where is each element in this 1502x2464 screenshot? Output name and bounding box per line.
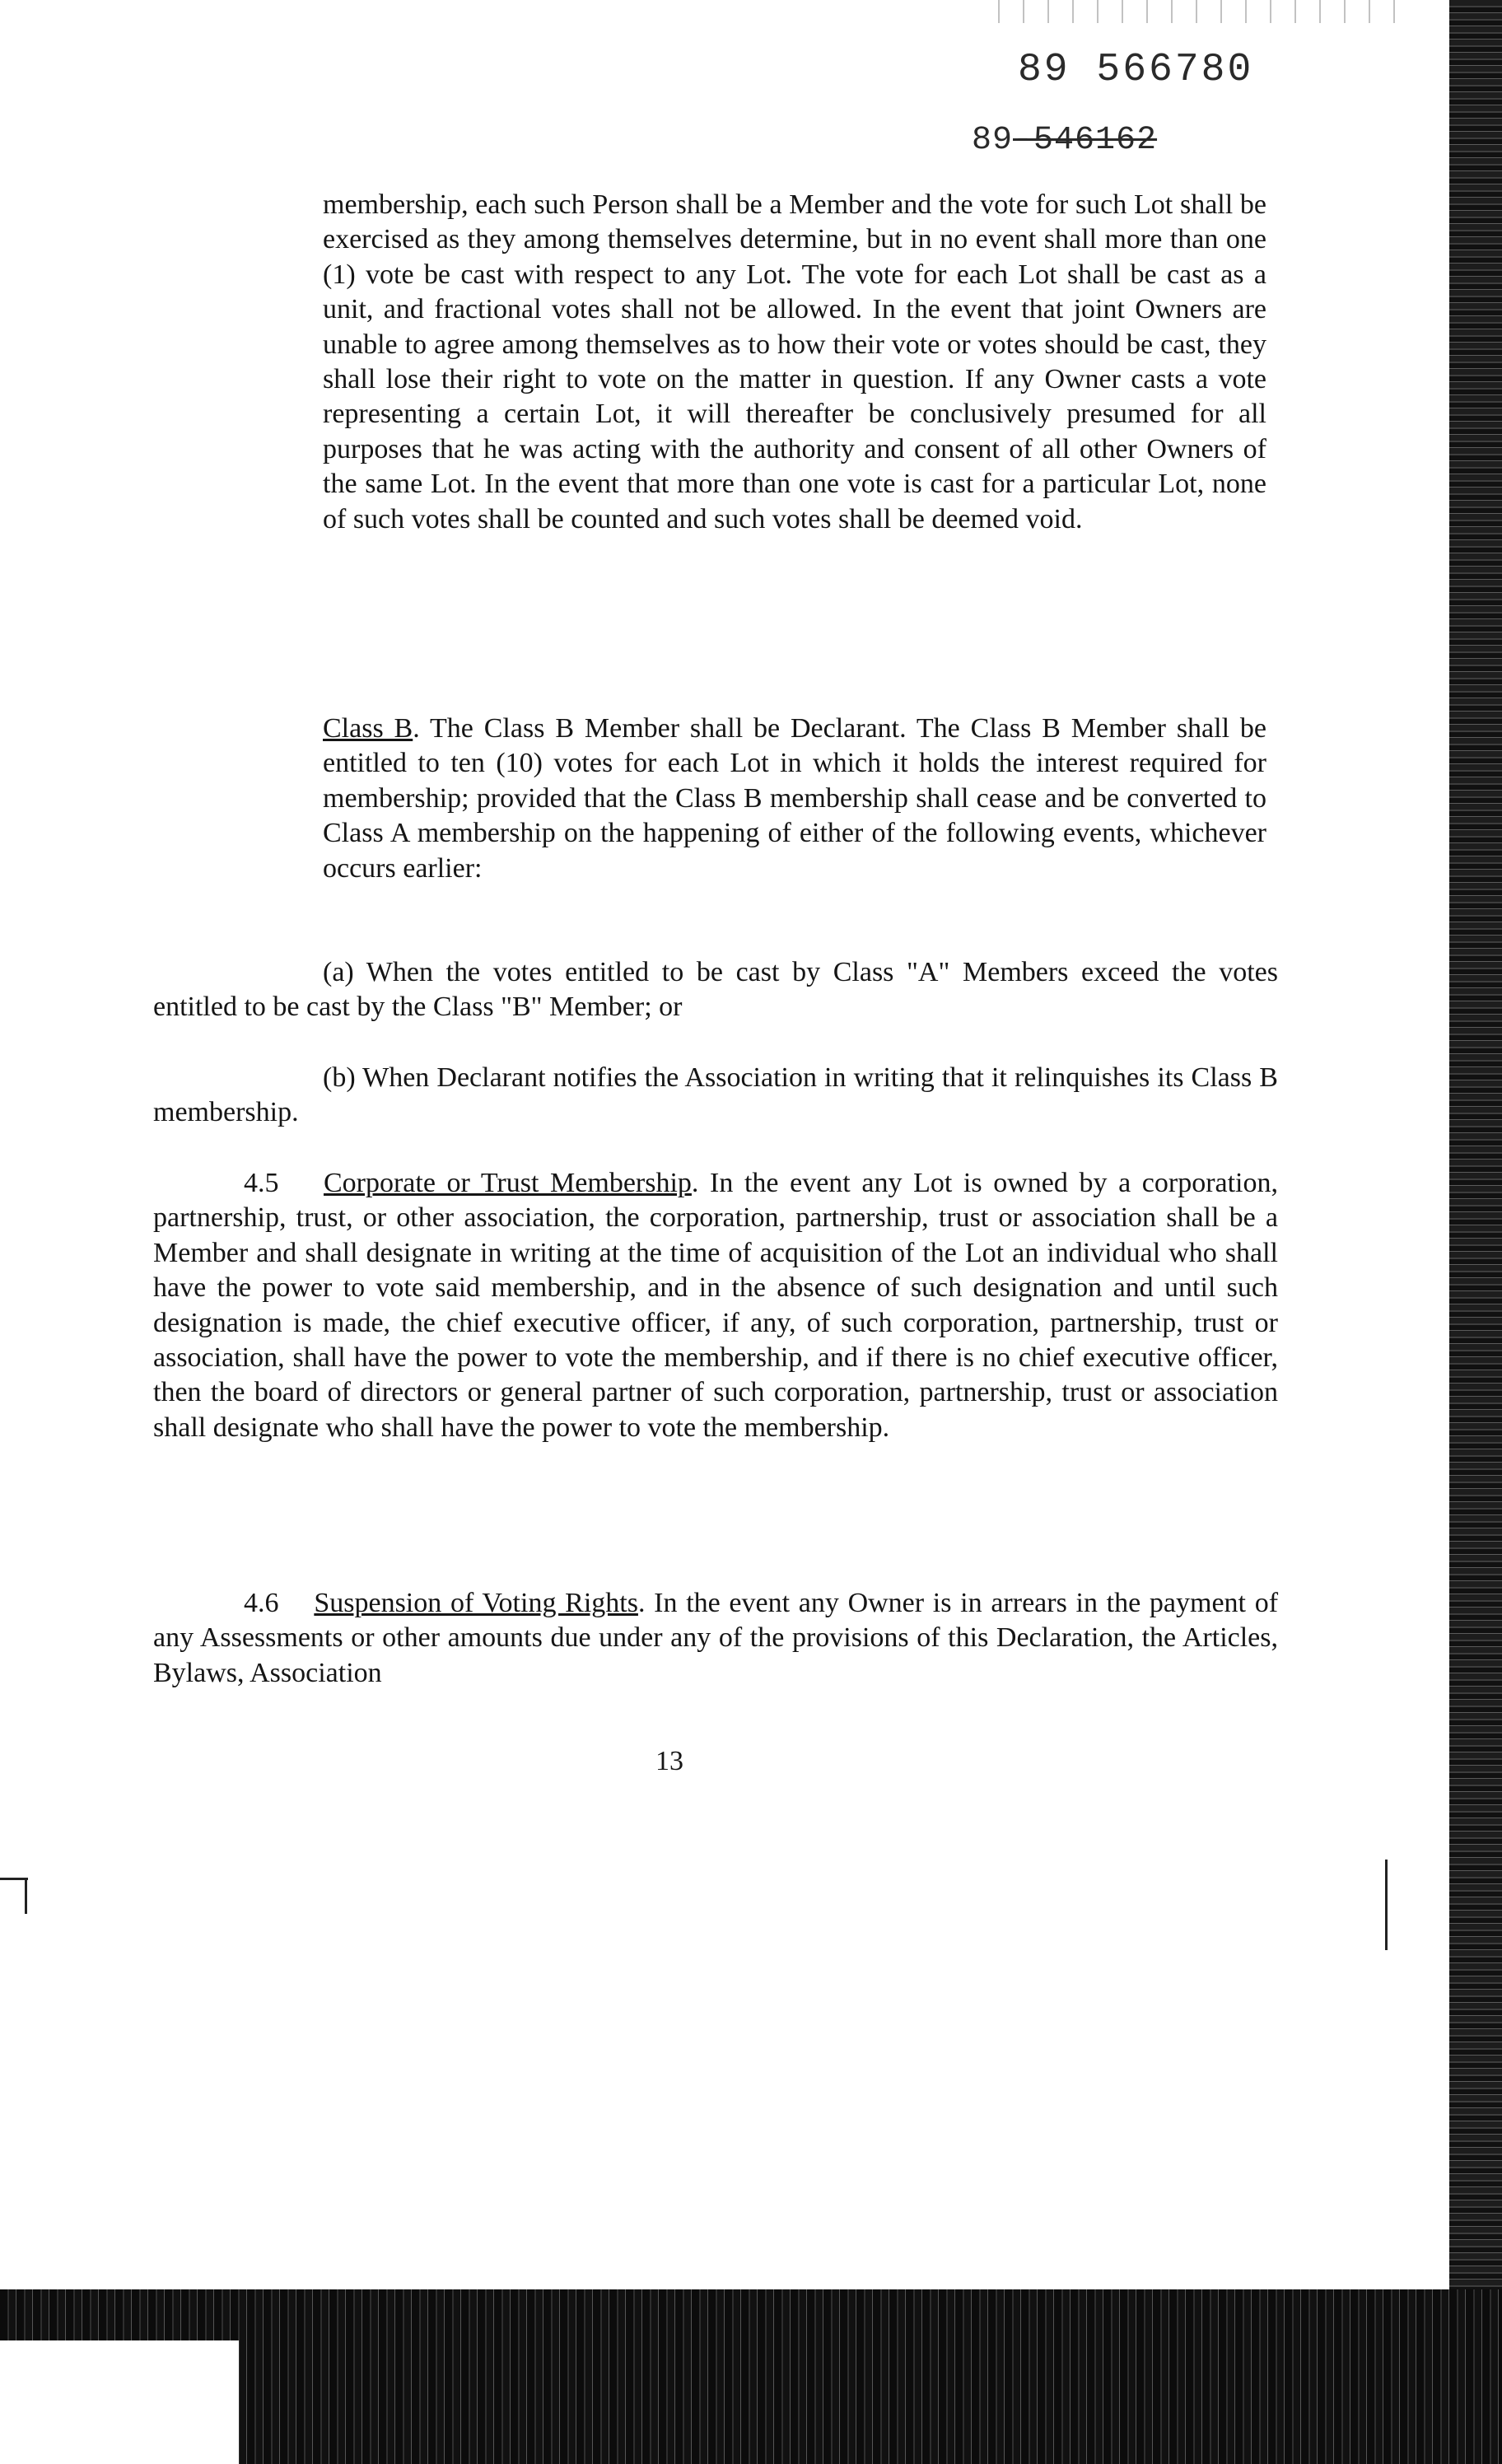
- section-4-6-body: . In the event any Owner is in arrears in the payment of any Assessments or other amounts due under any of the provisions of this Declaration, the Articles, Bylaws, Association: [153, 1588, 1279, 1688]
- class-b-heading: Class B: [323, 713, 413, 744]
- margin-tick-left-vertical: [25, 1878, 27, 1914]
- class-b-body: . The Class B Member shall be Declarant. The Class B Member shall be entitled to ten (10) votes for each Lot in which it holds the interest required for membership; provided that the Class B membership shall cease and be converted to Class A membership on the happening of either of the following events, whichever occurs earlier:: [323, 713, 1267, 884]
- section-4-6-paragraph: [153, 1586, 1278, 1691]
- section-4-6-heading: Suspension of Voting Rights: [314, 1588, 638, 1618]
- section-4-5-number: 4.5: [244, 1168, 279, 1198]
- superseded-number-prefix: 89: [972, 122, 1014, 159]
- header-noise: [988, 0, 1400, 23]
- item-b-paragraph: (b) When Declarant notifies the Association in writing that it relinquishes its Class B membership.: [153, 1062, 1278, 1128]
- item-a-paragraph: (a) When the votes entitled to be cast by Class "A" Members exceed the votes entitled to be cast by the Class "B" Member; or: [153, 957, 1278, 1023]
- continuation-paragraph: membership, each such Person shall be a Member and the vote for such Lot shall be exercised as they among themselves determine, but in no event shall more than one (1) vote be cast with respect to any Lot. The vote for each Lot shall be cast as a unit, and fractional votes shall not be allowed. In the event that joint Owners are unable to agree among themselves as to how their vote or votes should be cast, they shall lose their right to vote on the matter in question. If any Owner casts a vote representing a certain Lot, it will thereafter be conclusively presumed for all purposes that he was acting with the authority and consent of all other Owners of the same Lot. In the event that more than one vote is cast for a particular Lot, none of such votes shall be counted and such votes shall be deemed void.: [323, 189, 1266, 534]
- scan-edge-right: [1449, 0, 1502, 2289]
- class-b-paragraph: [323, 712, 1266, 886]
- scan-corner: [0, 2340, 239, 2464]
- document-number-stamp: 89 566780: [1018, 48, 1254, 92]
- margin-tick-right: [1385, 1860, 1388, 1950]
- page-number: 13: [655, 1746, 683, 1776]
- superseded-number-stamp: [972, 122, 1157, 159]
- section-4-6-number: 4.6: [244, 1588, 279, 1618]
- superseded-number-struck: -546162: [1013, 122, 1158, 159]
- section-4-5-body: . In the event any Lot is owned by a corporation, partnership, trust, or other association, the corporation, partnership, trust or association shall be a Member and shall designate in writing at the time of acquisition of the Lot an individual who shall have the power to vote said membership, and in the absence of such designation and until such designation is made, the chief executive officer, if any, of such corporation, partnership, trust or association, shall have the power to vote the membership, and if there is no chief executive officer, then the board of directors or general partner of such corporation, partnership, trust or association shall designate who shall have the power to vote the membership.: [153, 1168, 1279, 1443]
- margin-tick-left: [0, 1878, 28, 1880]
- section-4-5-heading: Corporate or Trust Membership: [323, 1168, 692, 1198]
- section-4-5-paragraph: [153, 1166, 1278, 1445]
